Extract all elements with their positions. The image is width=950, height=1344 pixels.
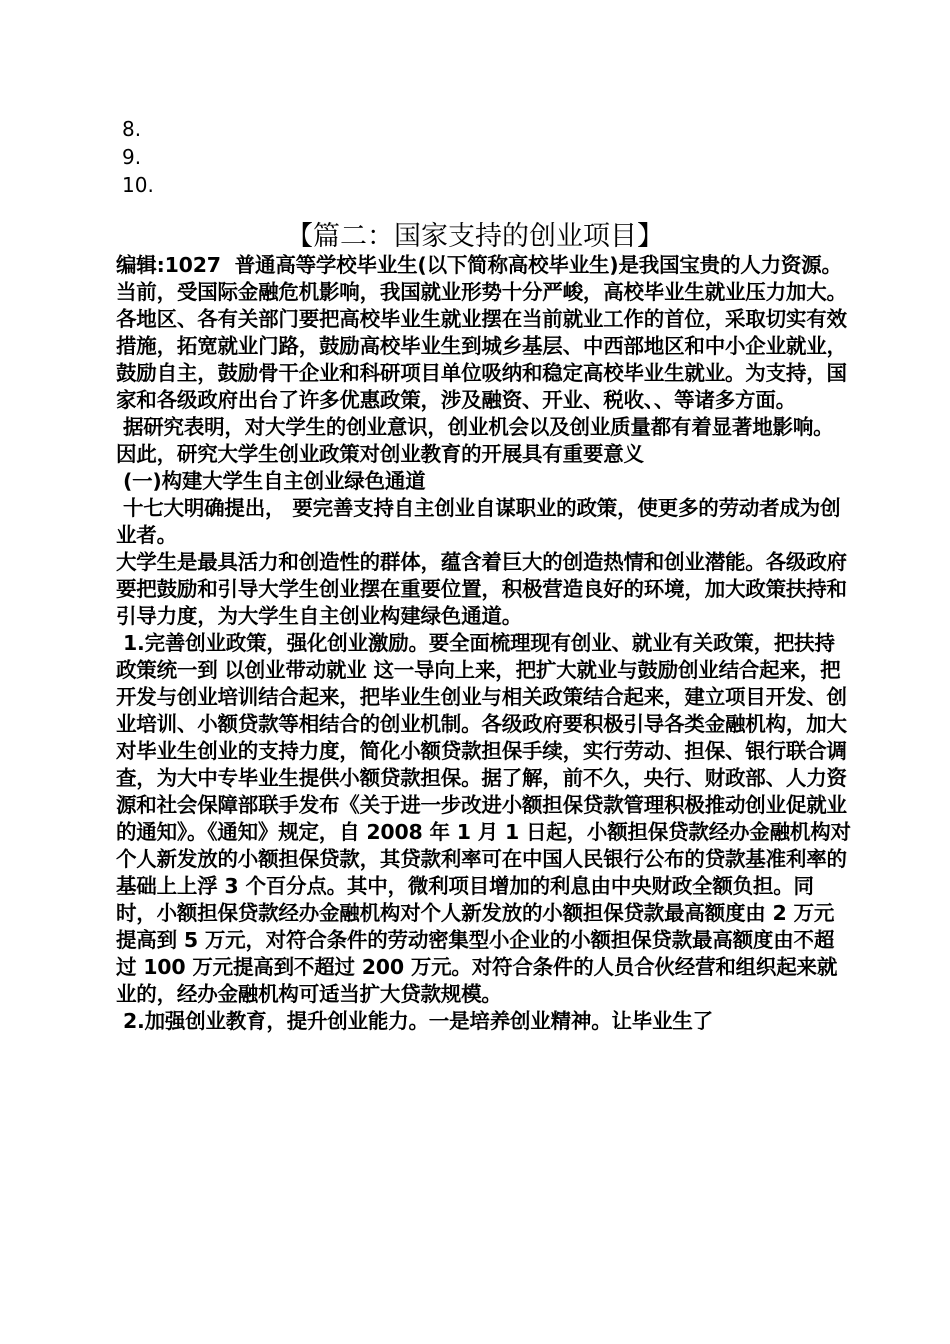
section-title: 【篇二：国家支持的创业项目】 bbox=[286, 221, 664, 253]
paragraph-students: 大学生是最具活力和创造性的群体，蕴含着巨大的创造热情和创业潜能。各级政府要把鼓励和引导大学生创业摆在重要位置，积极营造良好的环境，加大政策扶持和引导力度，为大学生自主创业构建绿色通道。 bbox=[116, 550, 847, 628]
paragraph-policy-1: 1.完善创业政策，强化创业激励。要全面梳理现有创业、就业有关政策，把扶持政策统一到 以创业带动就业 这一导向上来，把扩大就业与鼓励创业结合起来，把开发与创业培训结合起来，把毕业生创业与相关政策结合起来，建立项目开发、创业培训、小额贷款等相结合的创业机制。各级政府要积极引导各类金融机构，加大对毕业生创业的支持力度，简化小额贷款担保手续，实行劳动、担保、银行联合调查，为大中专毕业生提供小额贷款担保。据了解，前不久，央行、财政部、人力资源和社会保障部联手发布《关于进一步改进小额担保贷款管理积极推动创业促就业的通知》。《通知》规定，自 2008 年 1 月 1 日起，小额担保贷款经办金融机构对个人新发放的小额担保贷款，其贷款利率可在中国人民银行公布的贷款基准利率的基础上上浮 3 个百分点。其中，微利项目增加的利息由中央财政全额负担。同时，小额担保贷款经办金融机构对个人新发放的小额担保贷款最高额度由 2 万元提高到 5 万元，对符合条件的劳动密集型小企业的小额担保贷款最高额度由不超过 100 万元提高到不超过 200 万元。对符合条件的人员合伙经营和组织起来就业的，经办金融机构可适当扩大贷款规模。 bbox=[116, 631, 851, 1006]
document-body bbox=[116, 252, 851, 1035]
list-number-10: 10. bbox=[122, 173, 154, 197]
list-number-9: 9. bbox=[122, 145, 142, 169]
paragraph-education-2: 2.加强创业教育，提升创业能力。一是培养创业精神。让毕业生了 bbox=[116, 1009, 713, 1033]
section-heading-green-channel: (一)构建大学生自主创业绿色通道 bbox=[116, 469, 426, 493]
paragraph-research: 据研究表明，对大学生的创业意识，创业机会以及创业质量都有着显著地影响。因此，研究大学生创业政策对创业教育的开展具有重要意义 bbox=[116, 415, 834, 466]
paragraph-intro: 编辑:1027 普通高等学校毕业生(以下简称高校毕业生)是我国宝贵的人力资源。当前，受国际金融危机影响，我国就业形势十分严峻，高校毕业生就业压力加大。各地区、各有关部门要把高校毕业生就业摆在当前就业工作的首位，采取切实有效措施，拓宽就业门路，鼓励高校毕业生到城乡基层、中西部地区和中小企业就业，鼓励自主，鼓励骨干企业和科研项目单位吸纳和稳定高校毕业生就业。为支持，国家和各级政府出台了许多优惠政策，涉及融资、开业、税收、、等诸多方面。 bbox=[116, 253, 847, 412]
list-number-8: 8. bbox=[122, 117, 142, 141]
paragraph-17th-congress: 十七大明确提出， 要完善支持自主创业自谋职业的政策，使更多的劳动者成为创业者。 bbox=[116, 496, 841, 547]
